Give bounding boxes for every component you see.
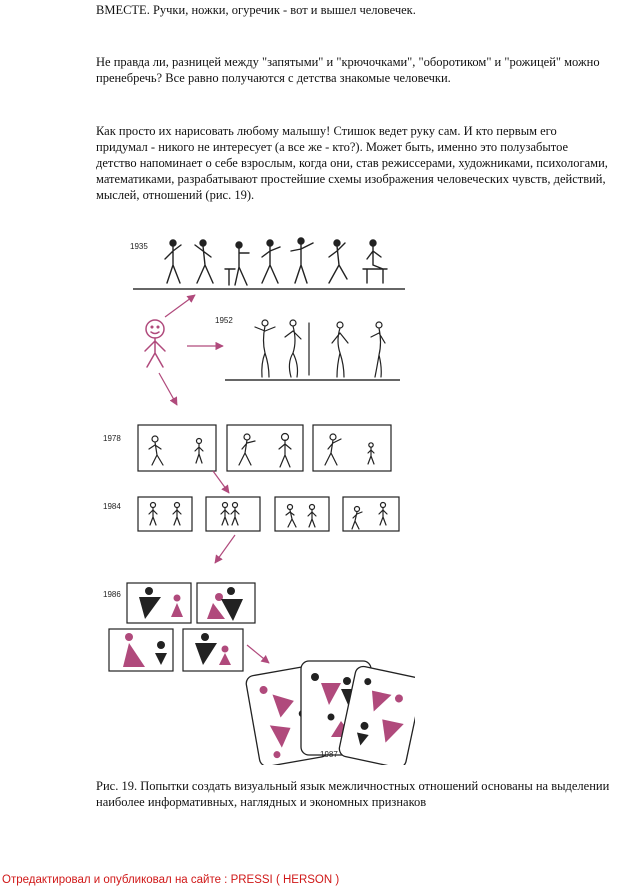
paragraph-2: Не правда ли, разницей между "запятыми" и "крючочками", "оборотиком" и "рожицей" можно пренебречь? Все равно получаются с детства знакомые человечки. bbox=[96, 55, 600, 85]
year-label-1984: 1984 bbox=[103, 502, 121, 511]
panels-1986 bbox=[109, 583, 255, 671]
central-stick-figure bbox=[145, 320, 165, 367]
stick-figures-1935 bbox=[165, 238, 387, 285]
year-label-1986: 1986 bbox=[103, 590, 121, 599]
panels-1978 bbox=[138, 425, 391, 471]
arrow-to-1978 bbox=[159, 373, 177, 405]
paragraph-3: Как просто их нарисовать любому малышу! Стишок ведет руку сам. И кто первым его придумал - никого не интересует (а все же - кто?). Может быть, именно это полузабытое детство напоминает о себе взрослым, когда они, став режиссерами, художниками, психологами, математиками, разрабатывают простейшие схемы изображения человеческих чувств, действий, мыслей, отношений (рис. 19). bbox=[96, 124, 608, 202]
line-figures-1952 bbox=[255, 320, 385, 377]
year-label-1935: 1935 bbox=[130, 242, 148, 251]
year-label-1987: 1987 bbox=[320, 750, 338, 759]
figure-19 bbox=[95, 225, 415, 765]
paragraph-1: ВМЕСТЕ. Ручки, ножки, огуречик - вот и вышел человечек. bbox=[96, 3, 416, 17]
figure-caption: Рис. 19. Попытки создать визуальный язык межличностных отношений основаны на выделении наиболее информативных, наглядных и экономных признаков bbox=[96, 779, 610, 809]
arrow-to-1984 bbox=[213, 471, 229, 493]
arrow-to-1987 bbox=[247, 645, 269, 663]
footer-credit: Отредактировал и опубликовал на сайте : PRESSI ( HERSON ) bbox=[2, 874, 340, 886]
arrow-to-1935 bbox=[165, 295, 195, 317]
year-label-1952: 1952 bbox=[215, 316, 233, 325]
panels-1984 bbox=[138, 497, 399, 531]
arrow-to-1986 bbox=[215, 535, 235, 563]
year-label-1978: 1978 bbox=[103, 434, 121, 443]
